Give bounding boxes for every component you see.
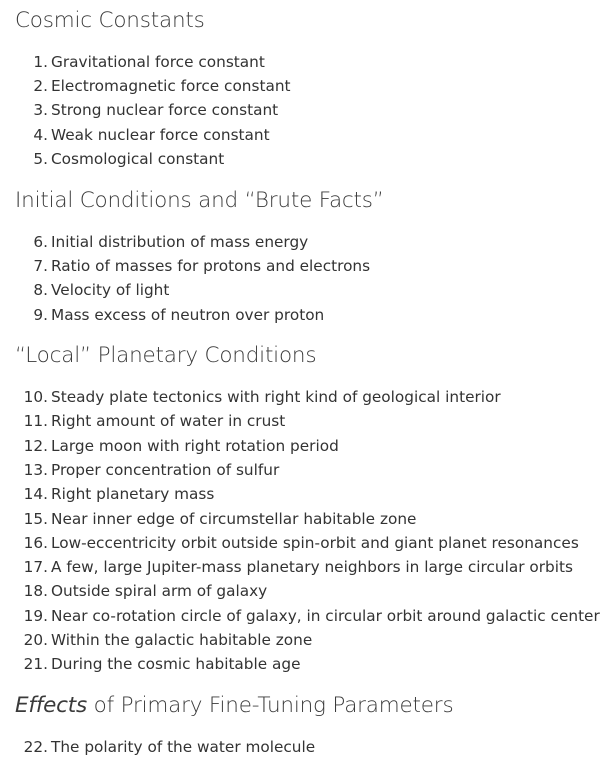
item-number: 2. <box>33 77 48 95</box>
item-text: Near co-rotation circle of galaxy, in circular orbit around galactic center <box>51 607 600 625</box>
item-number: 5. <box>33 150 48 168</box>
item-number: 8. <box>33 281 48 299</box>
section-heading-initial-conditions: Initial Conditions and “Brute Facts” <box>15 188 384 213</box>
item-text: Initial distribution of mass energy <box>51 233 309 251</box>
item-number: 14. <box>23 485 48 503</box>
item-text: Velocity of light <box>51 281 170 299</box>
section-heading-effects <box>15 692 453 720</box>
item-text: Mass excess of neutron over proton <box>51 306 325 324</box>
heading-rest: of Primary Fine-Tuning Parameters <box>87 693 454 718</box>
item-text: Large moon with right rotation period <box>51 437 339 455</box>
item-text: Right planetary mass <box>51 485 215 503</box>
item-number: 13. <box>23 461 48 479</box>
item-text: Cosmological constant <box>51 150 225 168</box>
item-number: 15. <box>23 510 48 528</box>
item-number: 9. <box>33 306 48 324</box>
item-number: 11. <box>23 412 48 430</box>
item-number: 10. <box>23 388 48 406</box>
item-number: 22. <box>23 738 48 756</box>
item-number: 21. <box>23 655 48 673</box>
item-number: 3. <box>33 101 48 119</box>
section-heading-local-planetary-conditions: “Local” Planetary Conditions <box>15 343 317 368</box>
item-text: A few, large Jupiter-mass planetary neighbors in large circular orbits <box>51 558 573 576</box>
item-text: During the cosmic habitable age <box>51 655 301 673</box>
item-text: Outside spiral arm of galaxy <box>51 582 268 600</box>
item-text: The polarity of the water molecule <box>51 738 316 756</box>
item-text: Electromagnetic force constant <box>51 77 291 95</box>
item-text: Near inner edge of circumstellar habitable zone <box>51 510 417 528</box>
item-number: 17. <box>23 558 48 576</box>
item-text: Strong nuclear force constant <box>51 101 279 119</box>
item-number: 19. <box>23 607 48 625</box>
item-text: Gravitational force constant <box>51 53 265 71</box>
item-text: Steady plate tectonics with right kind of geological interior <box>51 388 501 406</box>
item-number: 1. <box>33 53 48 71</box>
item-text: Proper concentration of sulfur <box>51 461 280 479</box>
item-text: Within the galactic habitable zone <box>51 631 313 649</box>
item-number: 20. <box>23 631 48 649</box>
section-heading-cosmic-constants: Cosmic Constants <box>15 8 205 33</box>
item-number: 6. <box>33 233 48 251</box>
item-number: 4. <box>33 126 48 144</box>
item-number: 16. <box>23 534 48 552</box>
item-text: Low-eccentricity orbit outside spin-orbit and giant planet resonances <box>51 534 579 552</box>
item-number: 7. <box>33 257 48 275</box>
item-text: Ratio of masses for protons and electrons <box>51 257 371 275</box>
item-number: 18. <box>23 582 48 600</box>
item-text: Weak nuclear force constant <box>51 126 270 144</box>
item-number: 12. <box>23 437 48 455</box>
item-text: Right amount of water in crust <box>51 412 286 430</box>
heading-emphasis: Effects <box>15 693 88 718</box>
